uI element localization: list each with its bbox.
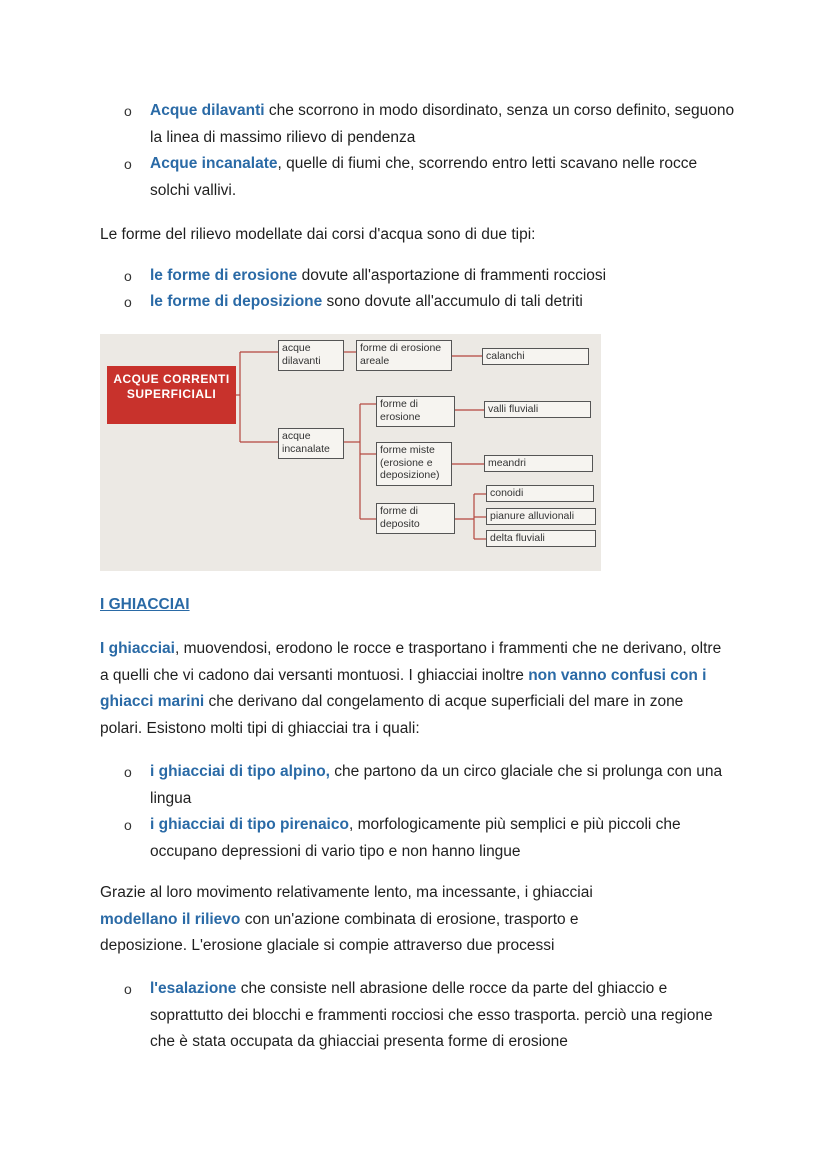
diagram-node-acque-incanalate: acque incanalate <box>278 428 344 459</box>
section-heading: I GHIACCIAI <box>100 596 190 613</box>
item-text: sono dovute all'accumulo di tali detriti <box>322 293 583 310</box>
item-text: dovute all'asportazione di frammenti rocciosi <box>297 267 607 284</box>
diagram-leaf-valli-fluviali: valli fluviali <box>484 401 591 418</box>
bullet-icon: o <box>124 156 132 172</box>
diagram-root-node: ACQUE CORRENTI SUPERFICIALI <box>107 366 236 424</box>
concept-diagram <box>100 334 601 571</box>
paragraph-text: , muovendosi, erodono le rocce e trasportano i frammenti che ne derivano, oltre a quelli che vi cadono dai versanti montuosi. I ghiacciai inoltre <box>100 640 722 684</box>
term: I ghiacciai <box>100 640 175 657</box>
paragraph-text: che derivano dal congelamento di acque superficiali del mare in zone polari. Esistono molti tipi di ghiacciai tra i quali: <box>100 693 684 737</box>
paragraph-text: Grazie al loro movimento relativamente lento, ma incessante, i ghiacciai <box>100 884 593 901</box>
term: non vanno confusi con i ghiacci marini <box>100 666 707 710</box>
diagram-node-forme-erosione-areale: forme di erosione areale <box>356 340 452 371</box>
paragraph: Le forme del rilievo modellate dai corsi d'acqua sono di due tipi: <box>100 226 536 243</box>
term: modellano il rilievo <box>100 910 241 928</box>
term: le forme di erosione <box>150 267 298 284</box>
term: i ghiacciai di tipo pirenaico <box>150 816 349 833</box>
diagram-leaf-delta-fluviali: delta fluviali <box>486 530 596 547</box>
list-item <box>100 151 740 204</box>
term: Acque dilavanti <box>150 102 265 119</box>
diagram-node-forme-deposito: forme di deposito <box>376 503 455 534</box>
diagram-leaf-meandri: meandri <box>484 455 593 472</box>
diagram-leaf-conoidi: conoidi <box>486 485 594 502</box>
term: le forme di deposizione <box>150 293 323 310</box>
item-text: , quelle di fiumi che, scorrendo entro letti scavano nelle rocce solchi vallivi. <box>150 155 698 199</box>
bullet-icon: o <box>124 294 132 310</box>
list-item <box>100 263 740 290</box>
term: Acque incanalate <box>150 155 278 172</box>
list-item <box>100 976 740 1056</box>
diagram-leaf-pianure-alluvionali: pianure alluvionali <box>486 508 596 525</box>
item-text: che consiste nell abrasione delle rocce da parte del ghiaccio e soprattutto dei blocchi e frammenti rocciosi che esso trasporta. perciò una regione che è stata occupata da ghiacciai presenta forme di erosione <box>150 980 713 1050</box>
item-text: , morfologicamente più semplici e più piccoli che occupano depressioni di vario tipo e non hanno lingue <box>150 816 681 860</box>
term: i ghiacciai di tipo alpino, <box>150 763 330 780</box>
diagram-leaf-calanchi: calanchi <box>482 348 589 365</box>
item-text: che partono da un circo glaciale che si prolunga con una lingua <box>150 763 723 807</box>
item-text: che scorrono in modo disordinato, senza un corso definito, seguono la linea di massimo rilievo di pendenza <box>150 102 735 146</box>
bullet-icon: o <box>124 103 132 119</box>
list-item <box>100 759 740 812</box>
bullet-icon: o <box>124 268 132 284</box>
list-item <box>100 812 740 865</box>
paragraph-text: con un'azione combinata di erosione, trasporto e deposizione. L'erosione glaciale si compie attraverso due processi <box>100 910 579 954</box>
list-item <box>100 98 740 151</box>
paragraph <box>100 636 728 742</box>
list-item <box>100 289 740 316</box>
paragraph <box>100 880 660 960</box>
diagram-node-acque-dilavanti: acque dilavanti <box>278 340 344 371</box>
bullet-icon: o <box>124 981 132 997</box>
term: l'esalazione <box>150 980 237 997</box>
bullet-icon: o <box>124 817 132 833</box>
bullet-icon: o <box>124 764 132 780</box>
diagram-node-forme-miste: forme miste (erosione e deposizione) <box>376 442 452 486</box>
diagram-node-forme-erosione: forme di erosione <box>376 396 455 427</box>
